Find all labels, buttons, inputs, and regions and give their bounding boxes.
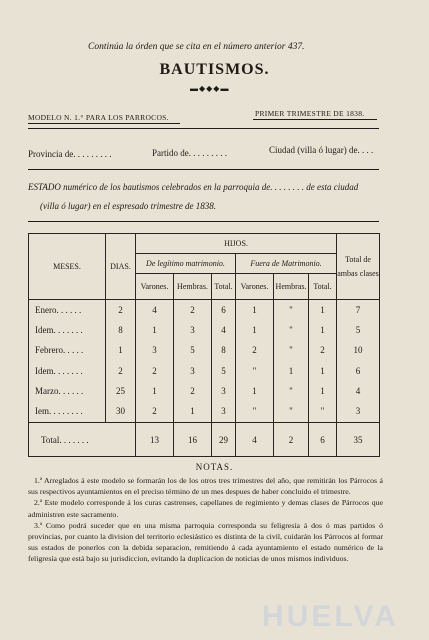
value-cell: 6 [221, 304, 226, 315]
value-cell: 1 [320, 304, 325, 315]
value-cell: 2 [152, 365, 157, 376]
value-cell: 1 [190, 406, 195, 417]
value-cell: 10 [353, 345, 363, 356]
quarter-underline [253, 119, 377, 120]
value-cell: 3 [190, 365, 195, 376]
province-field: Provincia de. . . . . . . . . [28, 149, 112, 159]
out-total-column [309, 300, 337, 423]
notes-title: NOTAS. [195, 462, 234, 472]
months-header: MESES. [29, 234, 106, 300]
value-cell: 1 [320, 385, 325, 396]
totals-label: Total. . . . . . . [29, 423, 136, 457]
value-cell: 5 [221, 365, 226, 376]
value-cell: " [289, 324, 293, 335]
grand-total-column [337, 300, 380, 423]
value-cell: 7 [355, 304, 361, 315]
day-cell: 2 [118, 304, 123, 315]
note-1: 1.ª Arreglados á este modelo se formarán los de los otros tres trimestres del año, que remitirán los Párrocos á sus respectivos ayuntamientos en el preciso término de un mes despues de haber concluido el trimestre. [28, 476, 383, 497]
continuation-note: Continúa la órden que se cita en el número anterior 437. [88, 42, 305, 52]
out-varones-header: Varones. [236, 274, 274, 300]
value-cell: 2 [252, 345, 257, 356]
statement-line-2: (villa ó lugar) en el espresado trimestre de 1838. [40, 201, 217, 211]
value-cell: 5 [190, 345, 195, 356]
value-cell: " [252, 406, 257, 417]
note-2: 2.ª Este modelo corresponde á los curas castrenses, capellanes de regimiento y demas clases de Párrocos que administren este sacramento. [28, 498, 383, 519]
value-cell: 1 [252, 385, 257, 396]
month-cell: Iem. . . . . . . . [35, 406, 83, 417]
value-cell: 3 [190, 324, 195, 335]
value-cell: " [289, 345, 293, 356]
title-ornament: ▬◆◆◆▬ [190, 84, 230, 93]
legit-header: De legítimo matrimonio. [136, 254, 236, 274]
total-legit-total: 29 [212, 423, 236, 457]
days-header: DIAS. [106, 234, 136, 300]
value-cell: " [252, 365, 257, 376]
city-field: Ciudad (villa ó lugar) de. . . . [269, 145, 374, 155]
value-cell: 2 [152, 406, 157, 417]
value-cell: 4 [221, 324, 226, 335]
total-out-hembras: 2 [274, 423, 309, 457]
baptism-table [28, 233, 380, 457]
day-cell: 30 [116, 406, 125, 417]
fields-rule [28, 169, 379, 170]
total-legit-varones: 13 [136, 423, 174, 457]
grand-total-header: Total de ambas clases [337, 234, 380, 300]
children-header: HIJOS. [136, 234, 337, 254]
total-legit-hembras: 16 [174, 423, 212, 457]
value-cell: 3 [152, 345, 157, 356]
value-cell: 3 [221, 385, 226, 396]
legit-total-header: Total. [212, 274, 236, 300]
value-cell: 1 [252, 324, 257, 335]
day-cell: 1 [118, 345, 123, 356]
day-cell: 8 [118, 324, 123, 335]
value-cell: 1 [152, 324, 157, 335]
outside-header: Fuera de Matrimonio. [236, 254, 337, 274]
value-cell: 3 [221, 406, 226, 417]
legit-varones-header: Varones. [136, 274, 174, 300]
out-hembras-header: Hembras. [274, 274, 309, 300]
quarter-label: PRIMER TRIMESTRE DE 1838. [255, 109, 365, 118]
legit-hembras-column [174, 300, 212, 423]
total-out-total: 6 [309, 423, 337, 457]
out-total-header: Total. [309, 274, 337, 300]
value-cell: 2 [320, 345, 325, 356]
note-3: 3.ª Como podrá suceder que en una misma parroquia corresponda su feligresía á dos ó mas partidos ó provincias, por cuanto la division del territorio eclesiástico es distinta de la civil, cuidarán los Párrocos al formar sus estados de ponerlos con la debida separacion, remitiendo á cada ayuntamiento el estado numérico de la feligresía que está bajo su jurisdiccion, evitando la duplicacion de noticias de unos mismos individuos. [28, 520, 383, 564]
model-label: MODELO N. 1.° PARA LOS PARROCOS. [28, 113, 169, 122]
month-cell: Enero. . . . . . [35, 304, 82, 315]
archive-stamp: HUELVA [262, 600, 399, 633]
day-cell: 2 [118, 365, 123, 376]
value-cell: 1 [252, 304, 257, 315]
month-cell: Idem. . . . . . . [35, 324, 83, 335]
value-cell: 8 [221, 345, 226, 356]
value-cell: " [289, 406, 293, 417]
legit-total-column [212, 300, 236, 423]
value-cell: 4 [355, 385, 361, 396]
month-cell: Idem. . . . . . . [35, 365, 83, 376]
header-rule [28, 128, 379, 129]
days-column [106, 300, 136, 423]
notes-section [28, 475, 383, 565]
total-grand: 35 [337, 423, 380, 457]
value-cell: 2 [190, 304, 195, 315]
value-cell: 3 [355, 406, 361, 417]
value-cell: " [289, 304, 293, 315]
out-varones-column [236, 300, 274, 423]
value-cell: 4 [152, 304, 157, 315]
value-cell: " [289, 385, 293, 396]
out-hembras-column [274, 300, 309, 423]
page-title: BAUTISMOS. [159, 61, 270, 78]
months-column [29, 300, 106, 423]
month-cell: Marzo. . . . . . [35, 385, 84, 396]
model-underline [28, 123, 180, 124]
value-cell: 6 [355, 365, 361, 376]
value-cell: 1 [320, 324, 325, 335]
value-cell: 5 [355, 324, 361, 335]
value-cell: " [320, 406, 325, 417]
statement-line-1: ESTADO numérico de los bautismos celebrados en la parroquia de. . . . . . . . de esta ciudad [28, 182, 359, 192]
legit-hembras-header: Hembras. [174, 274, 212, 300]
value-cell: 2 [190, 385, 195, 396]
value-cell: 1 [320, 365, 325, 376]
month-cell: Febrero. . . . . [35, 345, 84, 356]
value-cell: 1 [152, 385, 157, 396]
district-field: Partido de. . . . . . . . . [152, 148, 227, 158]
total-out-varones: 4 [236, 423, 274, 457]
statement-rule [28, 221, 379, 222]
day-cell: 25 [116, 385, 125, 396]
value-cell: 1 [288, 365, 294, 376]
legit-varones-column [136, 300, 174, 423]
